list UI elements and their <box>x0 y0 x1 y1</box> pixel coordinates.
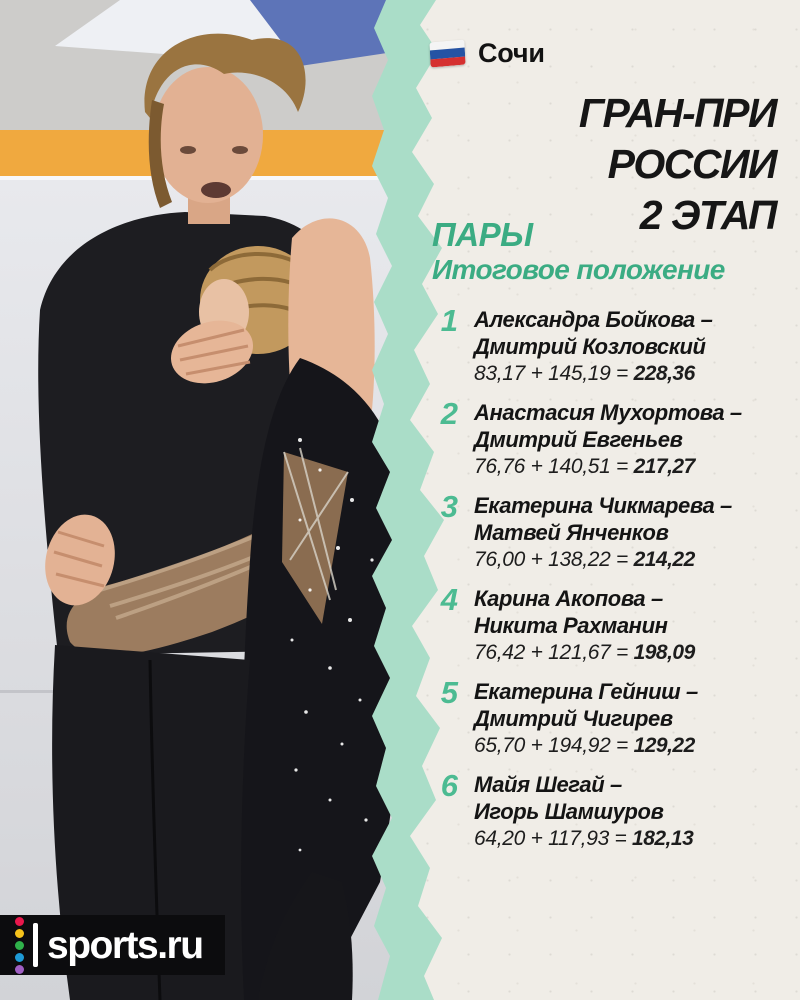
score-line <box>474 639 695 666</box>
score-expression: 64,20 + 117,93 = <box>474 827 627 850</box>
sportsru-logo <box>0 915 225 975</box>
standings-row <box>430 768 780 852</box>
city-label: Сочи <box>478 38 545 68</box>
title-line-1: ГРАН-ПРИ РОССИИ <box>578 90 776 187</box>
score-line <box>474 453 742 480</box>
pair-name-line2: Дмитрий Козловский <box>474 334 706 359</box>
rank-number: 2 <box>440 396 458 431</box>
score-total: 217,27 <box>633 455 695 478</box>
standings-list <box>430 303 780 864</box>
score-expression: 76,00 + 138,22 = <box>474 548 629 571</box>
dot-red <box>15 917 24 926</box>
section-subtitle: Итоговое положение <box>432 254 725 285</box>
pair-name-line1: Екатерина Чикмарева – <box>474 493 732 518</box>
pair-name-line1: Майя Шегай – <box>474 772 622 797</box>
rank-number: 4 <box>440 582 458 617</box>
score-line <box>474 732 698 759</box>
rank-number: 6 <box>440 768 458 803</box>
dot-green <box>15 941 24 950</box>
standings-row <box>430 303 780 387</box>
score-expression: 76,42 + 121,67 = <box>474 641 629 664</box>
score-line <box>474 546 732 573</box>
standings-row <box>430 582 780 666</box>
location-row <box>430 38 545 69</box>
dot-purple <box>15 965 24 974</box>
pair-name-line1: Анастасия Мухортова – <box>474 400 742 425</box>
score-total: 228,36 <box>633 362 695 385</box>
pair-name-line2: Игорь Шамшуров <box>474 799 664 824</box>
russia-flag-icon <box>429 39 465 67</box>
score-total: 182,13 <box>632 827 694 850</box>
rank-number: 3 <box>440 489 458 524</box>
section-header <box>432 217 725 286</box>
pair-name-line1: Екатерина Гейниш – <box>474 679 698 704</box>
score-expression: 83,17 + 145,19 = <box>474 362 629 385</box>
dot-blue <box>15 953 24 962</box>
score-expression: 65,70 + 194,92 = <box>474 734 629 757</box>
rank-number: 1 <box>440 303 458 338</box>
standings-row <box>430 489 780 573</box>
rank-number: 5 <box>440 675 458 710</box>
logo-divider-bar <box>33 923 38 967</box>
score-total: 214,22 <box>633 548 695 571</box>
score-total: 198,09 <box>633 641 695 664</box>
logo-text: sports.ru <box>47 923 203 967</box>
dot-yellow <box>15 929 24 938</box>
score-line <box>474 825 693 852</box>
standings-row <box>430 675 780 759</box>
standings-row <box>430 396 780 480</box>
pair-name-line2: Никита Рахманин <box>474 613 668 638</box>
score-line <box>474 360 712 387</box>
title-line-2: 2 ЭТАП <box>639 192 776 238</box>
pair-name-line1: Александра Бойкова – <box>474 307 713 332</box>
pair-name-line1: Карина Акопова – <box>474 586 663 611</box>
pair-name-line2: Дмитрий Евгеньев <box>474 427 683 452</box>
pair-name-line2: Дмитрий Чигирев <box>474 706 673 731</box>
score-expression: 76,76 + 140,51 = <box>474 455 629 478</box>
sportsru-dots-icon <box>15 917 24 974</box>
category-label: ПАРЫ <box>432 216 533 253</box>
score-total: 129,22 <box>633 734 695 757</box>
pair-name-line2: Матвей Янченков <box>474 520 669 545</box>
